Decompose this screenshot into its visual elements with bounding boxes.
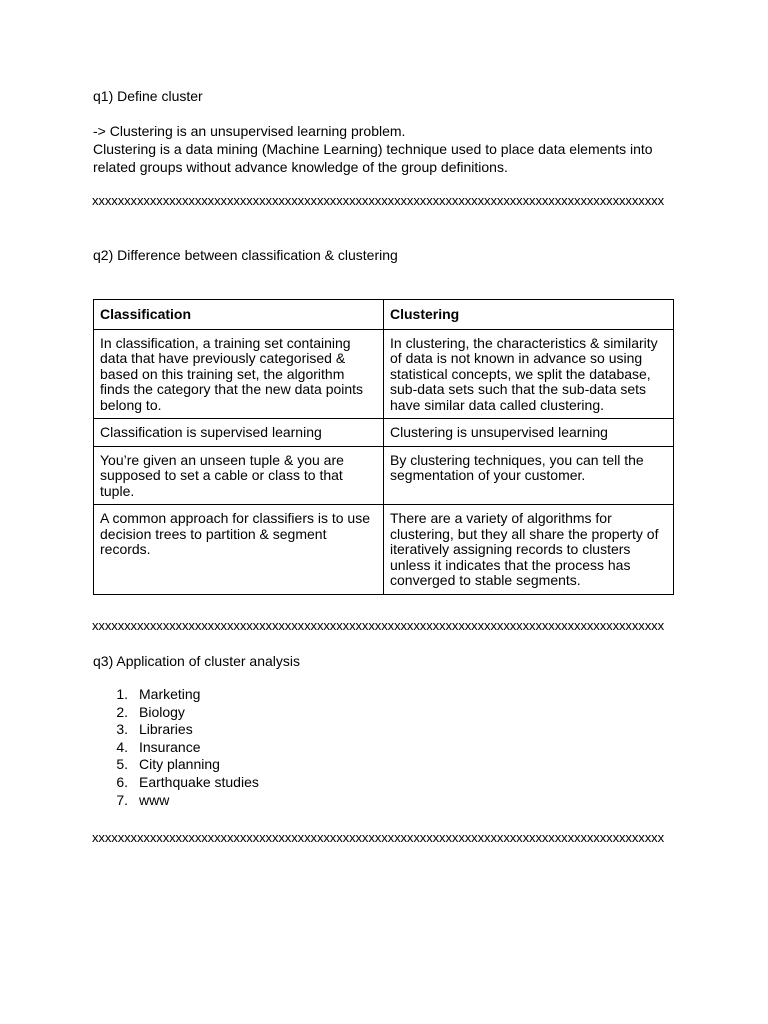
table-cell [94,329,384,419]
cell-line: converged to stable segments. [390,572,581,588]
list-item [93,774,259,792]
list-item [93,756,259,774]
list-item-text: City planning [139,756,220,773]
q1-answer-line: -> Clustering is an unsupervised learning problem. [93,123,406,139]
q3-question [93,652,675,670]
table-header-row [94,300,674,330]
cell-line: segmentation of your customer. [390,467,586,483]
header-classification: Classification [94,300,384,330]
cell-line: have similar data called clustering. [390,396,604,413]
cell-line: By clustering techniques, you can tell the [390,451,644,468]
q1-question [93,87,675,105]
list-item [93,704,259,722]
separator-line: xxxxxxxxxxxxxxxxxxxxxxxxxxxxxxxxxxxxxxxxxxxxxxxxxxxxxxxxxxxxxxxxxxxxxxxxxxxxxxxxxxxxxxxxx [92,618,664,633]
cell-line: In clustering, the characteristics & similarity [390,334,658,351]
list-item [93,792,259,810]
cell-line: A common approach for classifiers is to use [100,510,371,526]
q2-question [93,246,675,264]
cell-line: You’re given an unseen tuple & you are [100,451,344,468]
q1-answer-line: Clustering is a data mining (Machine Learning) technique used to place data elements into [93,141,653,157]
cell-line: sub-data sets such that the sub-data sets [390,381,647,397]
list-number: 3. [116,721,128,738]
cell-line: supposed to set a cable or class to that [100,467,343,483]
comparison-table [93,299,674,595]
table-cell [384,329,674,419]
table-cell [384,505,674,595]
cell-line: clustering, but they all share the property of [390,525,659,542]
header-clustering: Clustering [384,300,674,330]
list-item-text: Insurance [139,738,201,755]
cell-line: Classification is supervised learning [100,424,322,440]
list-item-text: Marketing [139,686,201,702]
cell-line: records. [100,541,151,557]
q2-question-text: q2) Difference between classification & clustering [93,247,398,263]
q1-answer [93,122,675,176]
table-cell [384,446,674,505]
list-item-text: Libraries [139,721,193,738]
list-item [93,686,259,704]
cell-line: Clustering is unsupervised learning [390,424,608,440]
q1-answer-line: related groups without advance knowledge of the group definitions. [93,159,508,175]
q3-question-text: q3) Application of cluster analysis [93,653,300,669]
table-cell [94,505,384,595]
table-cell [94,419,384,447]
q1-question-text: q1) Define cluster [93,88,203,104]
cell-line: data that have previously categorised & [100,350,346,366]
list-item [93,721,259,739]
separator-line: xxxxxxxxxxxxxxxxxxxxxxxxxxxxxxxxxxxxxxxxxxxxxxxxxxxxxxxxxxxxxxxxxxxxxxxxxxxxxxxxxxxxxxxxx [92,830,664,845]
list-number: 6. [116,773,128,790]
cell-line: In classification, a training set containing [100,334,351,351]
cell-line: decision trees to partition & segment [100,525,327,542]
list-number: 1. [116,686,128,702]
cell-line: finds the category that the new data points [100,381,364,397]
list-number: 7. [116,791,128,808]
list-number: 5. [116,756,128,773]
cell-line: of data is not known in advance so using [390,350,643,366]
cell-line: belong to. [100,396,162,413]
cell-line: unless it indicates that the process has [390,556,631,573]
table-row [94,446,674,505]
separator-line: xxxxxxxxxxxxxxxxxxxxxxxxxxxxxxxxxxxxxxxxxxxxxxxxxxxxxxxxxxxxxxxxxxxxxxxxxxxxxxxxxxxxxxxxx [92,193,664,208]
cell-line: statistical concepts, we split the database, [390,365,651,382]
cell-line: There are a variety of algorithms for [390,510,612,526]
list-item-text: Biology [139,703,185,720]
cell-line: iteratively assigning records to clusters [390,541,631,557]
table-row [94,505,674,595]
table-cell [94,446,384,505]
application-list [93,686,259,809]
table-row [94,329,674,419]
list-number: 2. [116,703,128,720]
list-number: 4. [116,738,128,755]
cell-line: tuple. [100,482,135,499]
table-cell [384,419,674,447]
list-item-text: Earthquake studies [139,773,259,790]
list-item [93,739,259,757]
cell-line: based on this training set, the algorithm [100,365,345,382]
list-item-text: www [139,791,170,808]
table-row [94,419,674,447]
